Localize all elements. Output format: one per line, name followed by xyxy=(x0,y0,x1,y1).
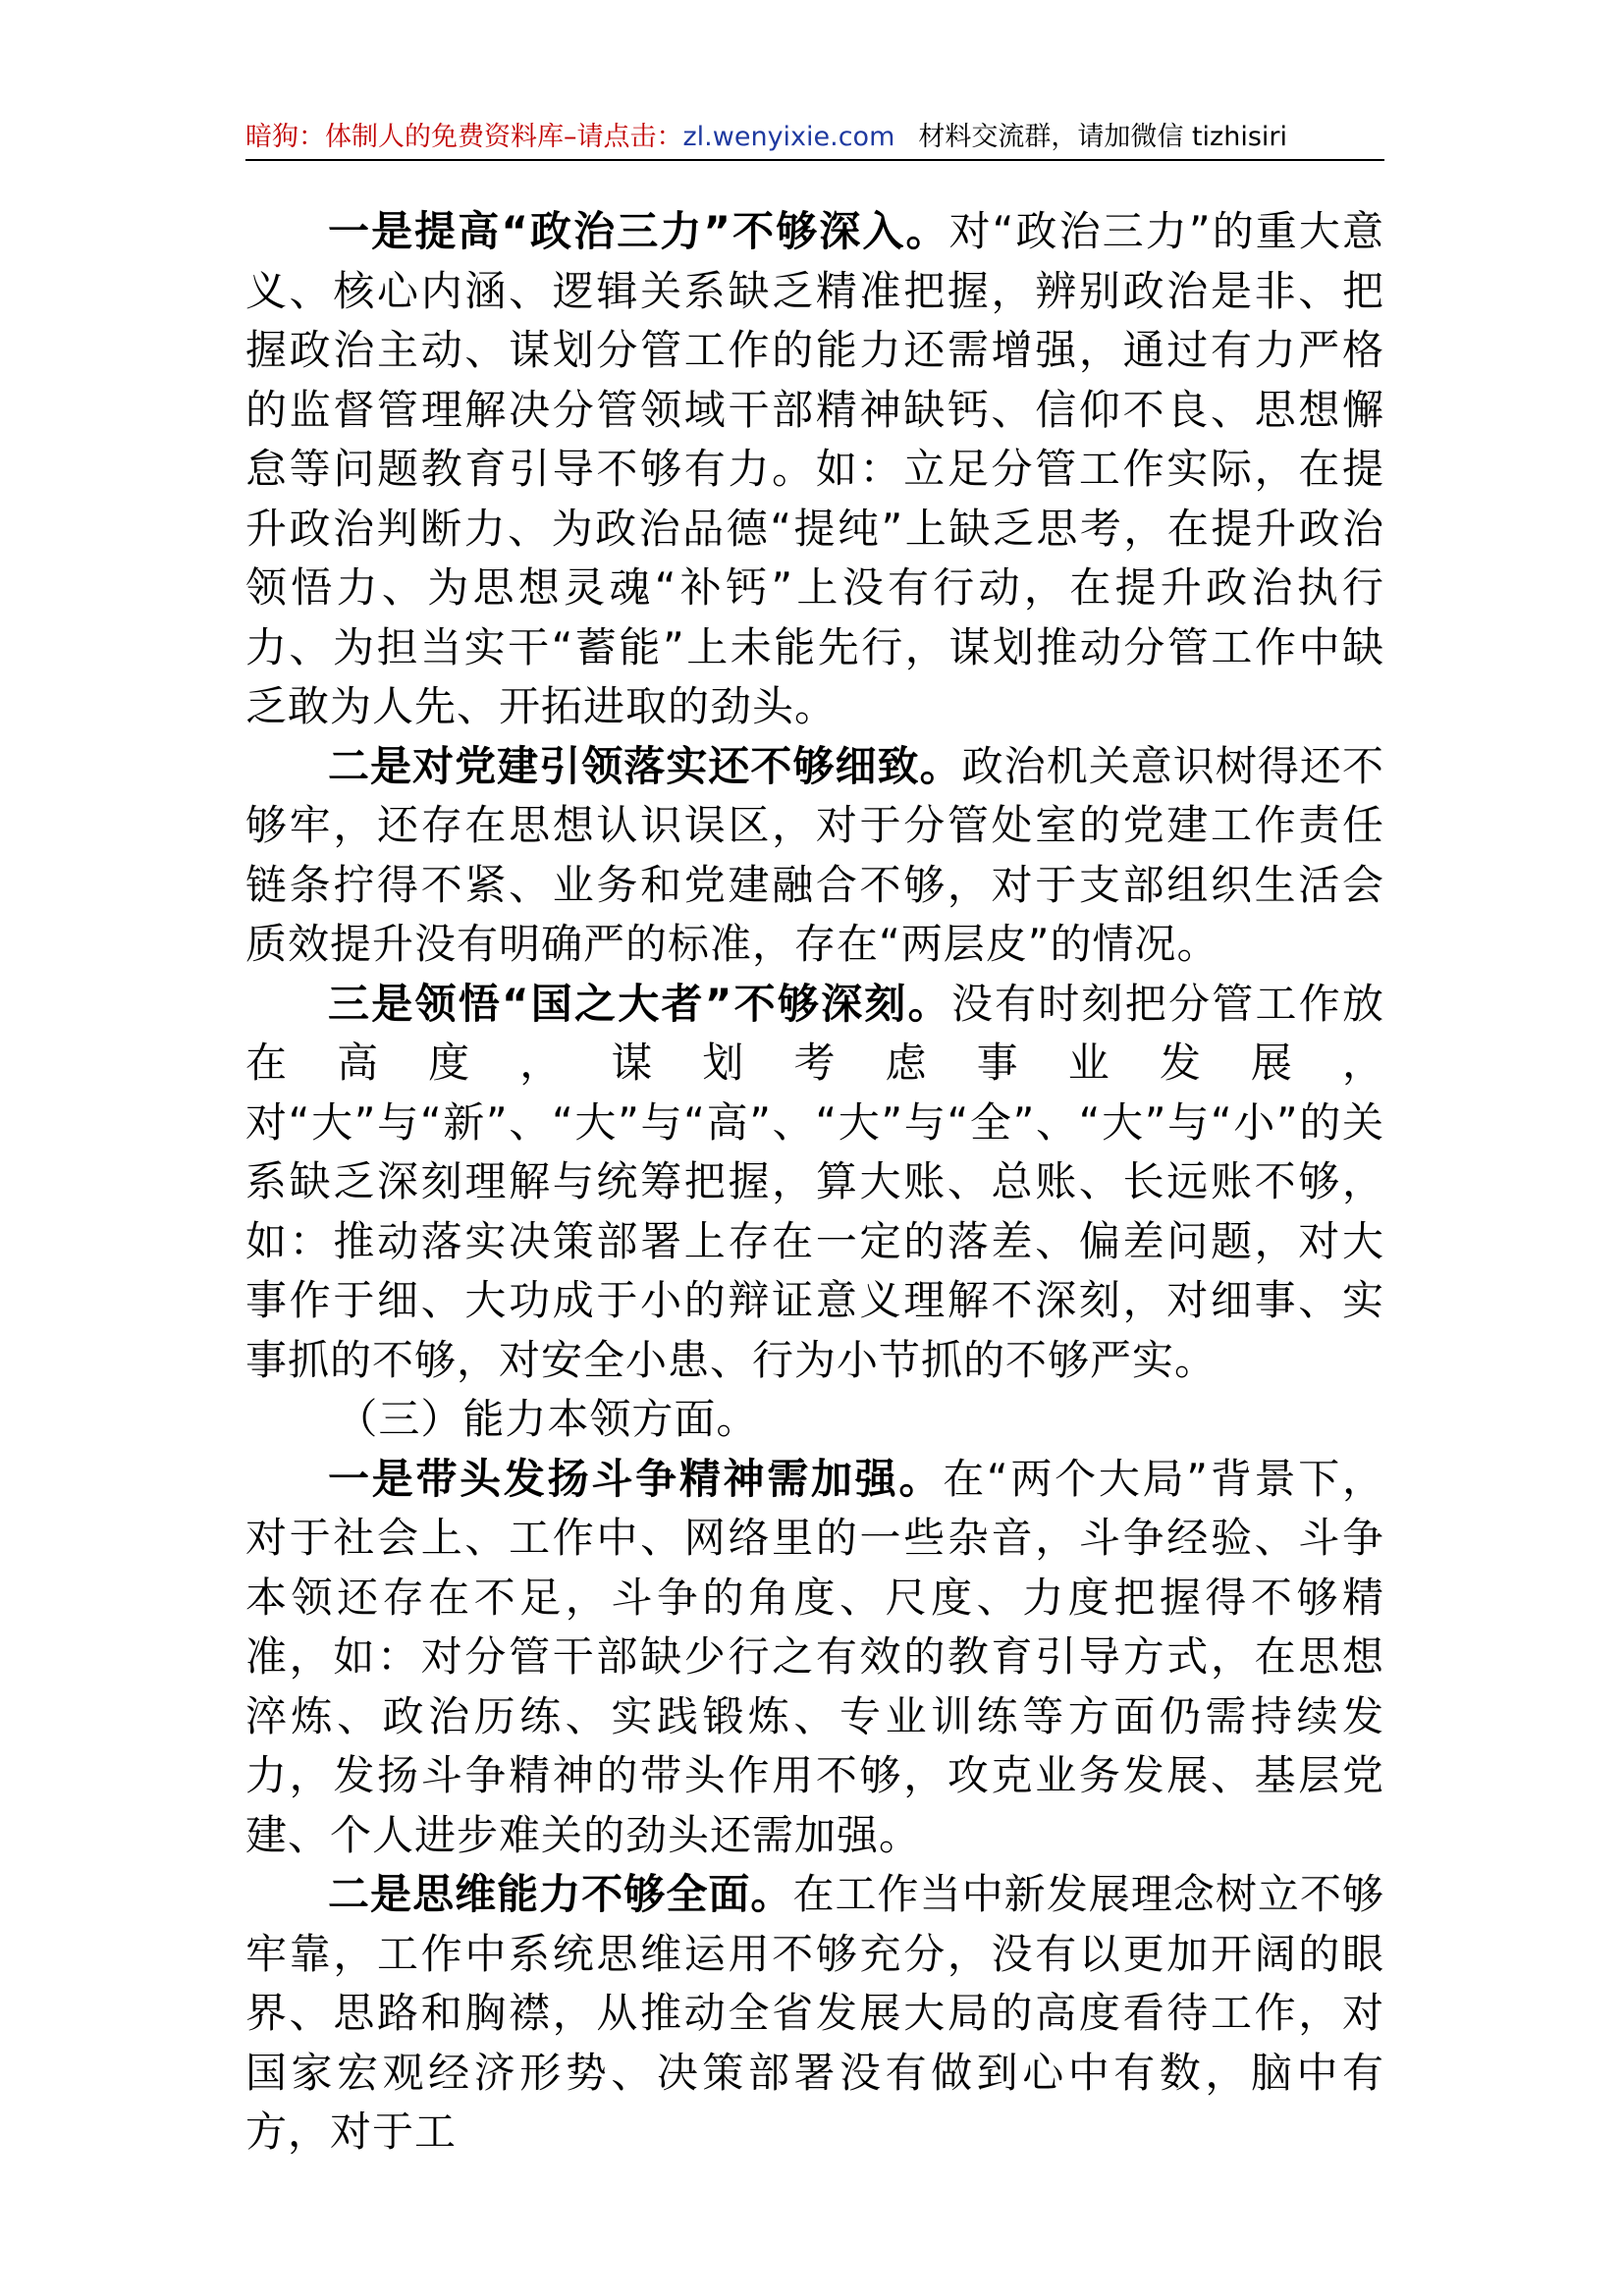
paragraph-text: 在工作当中新发展理念树立不够牢靠，工作中系统思维运用不够充分，没有以更加开阔的眼界、思路和胸襟，从推动全省发展大局的高度看待工作，对国家宏观经济形势、决策部署没有做到心中有数，脑中有方，对于工 xyxy=(245,1870,1384,2156)
paragraph-lead: 二是思维能力不够全面。 xyxy=(328,1870,793,1918)
paragraph xyxy=(245,975,1384,1391)
paragraph-lead: 一是带头发扬斗争精神需加强。 xyxy=(328,1454,944,1503)
paragraph-lead: 一是提高“政治三力”不够深入。 xyxy=(328,207,949,255)
paragraph xyxy=(245,737,1384,975)
paragraph-lead: 二是对党建引领落实还不够细致。 xyxy=(328,741,962,790)
contact-text: 材料交流群，请加微信 tizhisiri xyxy=(918,122,1288,152)
paragraph-text: 对“政治三力”的重大意义、核心内涵、逻辑关系缺乏精准把握，辨别政治是非、把握政治主动、谋划分管工作的能力还需增强，通过有力严格的监督管理解决分管领域干部精神缺钙、信仰不良、思想懈怠等问题教育引导不够有力。如：立足分管工作实际，在提升政治判断力、为政治品德“提纯”上缺乏思考，在提升政治领悟力、为思想灵魂“补钙”上没有行动，在提升政治执行力、为担当实干“蓄能”上未能先行，谋划推动分管工作中缺乏敢为人先、开拓进取的劲头。 xyxy=(245,207,1384,730)
site-link[interactable]: zl.wenyixie.com xyxy=(682,122,895,152)
document-body xyxy=(245,202,1384,2163)
paragraph xyxy=(245,202,1384,737)
paragraph-lead: 三是领悟“国之大者”不够深刻。 xyxy=(328,979,951,1028)
site-name: 暗狗：体制人的免费资料库 xyxy=(245,122,564,152)
paragraph-text: 没有时刻把分管工作放在高度，谋划考虑事业发展，对“大”与“新”、“大”与“高”、“大”与“全”、“大”与“小”的关系缺乏深刻理解与统筹把握，算大账、总账、长远账不够，如：推动落实决策部署上存在一定的落差、偏差问题，对大事作于细、大功成于小的辩证意义理解不深刻，对细事、实事抓的不够，对安全小患、行为小节抓的不够严实。 xyxy=(245,979,1384,1384)
paragraph-text: 政治机关意识树得还不够牢，还存在思想认识误区，对于分管处室的党建工作责任链条拧得不紧、业务和党建融合不够，对于支部组织生活会质效提升没有明确严的标准，存在“两层皮”的情况。 xyxy=(245,741,1384,968)
paragraph xyxy=(245,1865,1384,2163)
paragraph-text: 在“两个大局”背景下，对于社会上、工作中、网络里的一些杂音，斗争经验、斗争本领还存在不足，斗争的角度、尺度、力度把握得不够精准，如：对分管干部缺少行之有效的教育引导方式，在思想淬炼、政治历练、实践锻炼、专业训练等方面仍需持续发力，发扬斗争精神的带头作用不够，攻克业务发展、基层党建、个人进步难关的劲头还需加强。 xyxy=(245,1454,1384,1859)
page-header xyxy=(245,116,1384,161)
section-heading: （三）能力本领方面。 xyxy=(336,1395,759,1443)
paragraph xyxy=(245,1450,1384,1866)
link-prompt: –请点击： xyxy=(564,122,683,152)
